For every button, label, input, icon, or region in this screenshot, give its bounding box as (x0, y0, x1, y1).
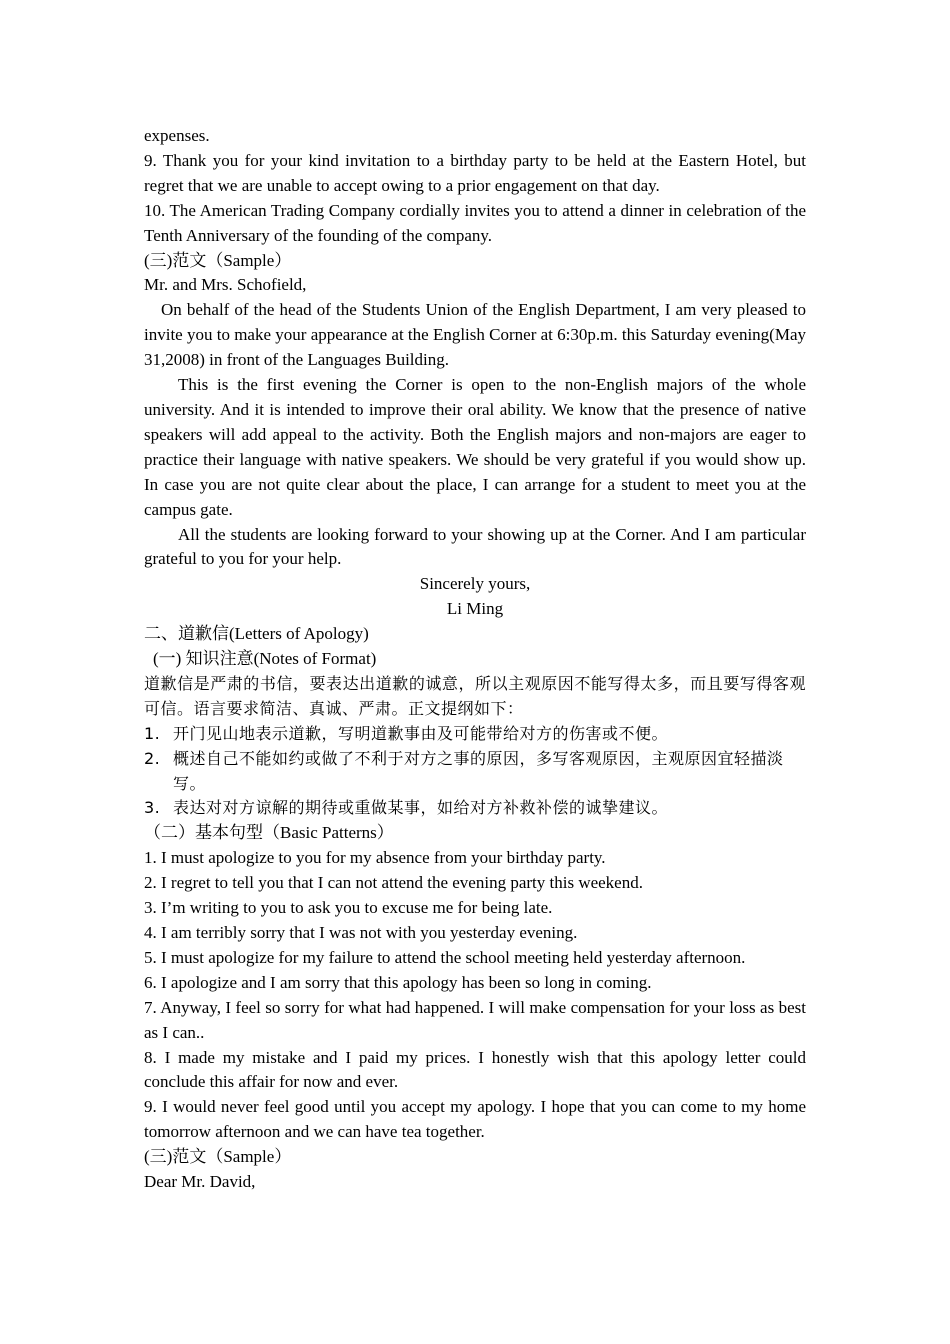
letter-signature: Li Ming (446, 599, 504, 619)
sample-heading: (三)范文（Sample） (144, 250, 292, 270)
pattern-sentence: 6. I apologize and I am sorry that this apology has been so long in coming. (144, 972, 652, 992)
pattern-sentence: 5. I must apologize for my failure to attend the school meeting held yesterday afternoon. (144, 947, 746, 967)
pattern-sentence: 2. I regret to tell you that I can not attend the evening party this weekend. (144, 873, 643, 893)
text-line-expenses: expenses. (144, 126, 210, 145)
outline-item-number: 3. (144, 798, 161, 818)
outline-item-number: 1. (144, 723, 161, 743)
pattern-sentence: 8. I made my mistake and I paid my prices. I honestly wish that this apology letter could conclude this affair for now and ever. (144, 1047, 806, 1092)
outline-item-text: 表达对对方谅解的期待或重做某事，如给对方补救补偿的诚挚建议。 (173, 798, 669, 818)
pattern-sentence: 3. I’m writing to you to ask you to excuse me for being late. (144, 898, 553, 918)
notes-heading: (一) 知识注意(Notes of Format) (153, 649, 377, 669)
document-page (144, 124, 806, 1195)
letter-closing: Sincerely yours, (419, 574, 531, 594)
apology-salutation: Dear Mr. David, (144, 1172, 256, 1192)
apology-sample-heading: (三)范文（Sample） (144, 1147, 292, 1167)
outline-item-text: 概述自己不能如约或做了不利于对方之事的原因，多写客观原因，主观原因宜轻描淡写。 (173, 748, 784, 793)
outline-item-text: 开门见山地表示道歉，写明道歉事由及可能带给对方的伤害或不便。 (173, 723, 669, 743)
outline-item (144, 747, 806, 797)
invitation-sentence-10: 10. The American Trading Company cordially invites you to attend a dinner in celebration of the Tenth Anniversary of the founding of the company. (144, 200, 806, 245)
pattern-sentence: 7. Anyway, I feel so sorry for what had happened. I will make compensation for your loss as best as I can.. (144, 997, 806, 1042)
letter-paragraph-1: On behalf of the head of the Students Union of the English Department, I am very pleased to invite you to make your appearance at the English Corner at 6:30p.m. this Saturday evening(May 31,2008) in front of the Languages Building. (144, 300, 806, 370)
invitation-sentence-9: 9. Thank you for your kind invitation to a birthday party to be held at the Eastern Hotel, but regret that we are unable to accept owing to a prior engagement on that day. (144, 150, 806, 195)
pattern-sentence: 4. I am terribly sorry that I was not with you yesterday evening. (144, 923, 578, 942)
pattern-sentence: 9. I would never feel good until you accept my apology. I hope that you can come to my home tomorrow afternoon and we can have tea together. (144, 1097, 806, 1142)
outline-item-number: 2. (144, 748, 161, 768)
outline-list (144, 722, 806, 822)
letter-salutation: Mr. and Mrs. Schofield, (144, 275, 307, 295)
pattern-sentence: 1. I must apologize to you for my absence from your birthday party. (144, 848, 606, 868)
outline-item (144, 722, 806, 747)
outline-item (144, 796, 806, 821)
notes-body: 道歉信是严肃的书信，要表达出道歉的诚意，所以主观原因不能写得太多，而且要写得客观可信。语言要求简洁、真诚、严肃。正文提纲如下： (144, 673, 806, 718)
letter-paragraph-3: All the students are looking forward to your showing up at the Corner. And I am particular grateful to you for your help. (144, 524, 806, 569)
patterns-heading: （二）基本句型（Basic Patterns） (144, 823, 394, 843)
section-title-apology: 二、道歉信(Letters of Apology) (144, 624, 369, 644)
letter-paragraph-2: This is the first evening the Corner is open to the non-English majors of the whole university. And it is intended to improve their oral ability. We know that the presence of native speakers will add appeal to the activity. Both the English majors and non-majors are eager to practice their language with native speakers. We should be very grateful if you would show up. In case you are not quite clear about the place, I can arrange for a student to meet you at the campus gate. (144, 375, 806, 519)
